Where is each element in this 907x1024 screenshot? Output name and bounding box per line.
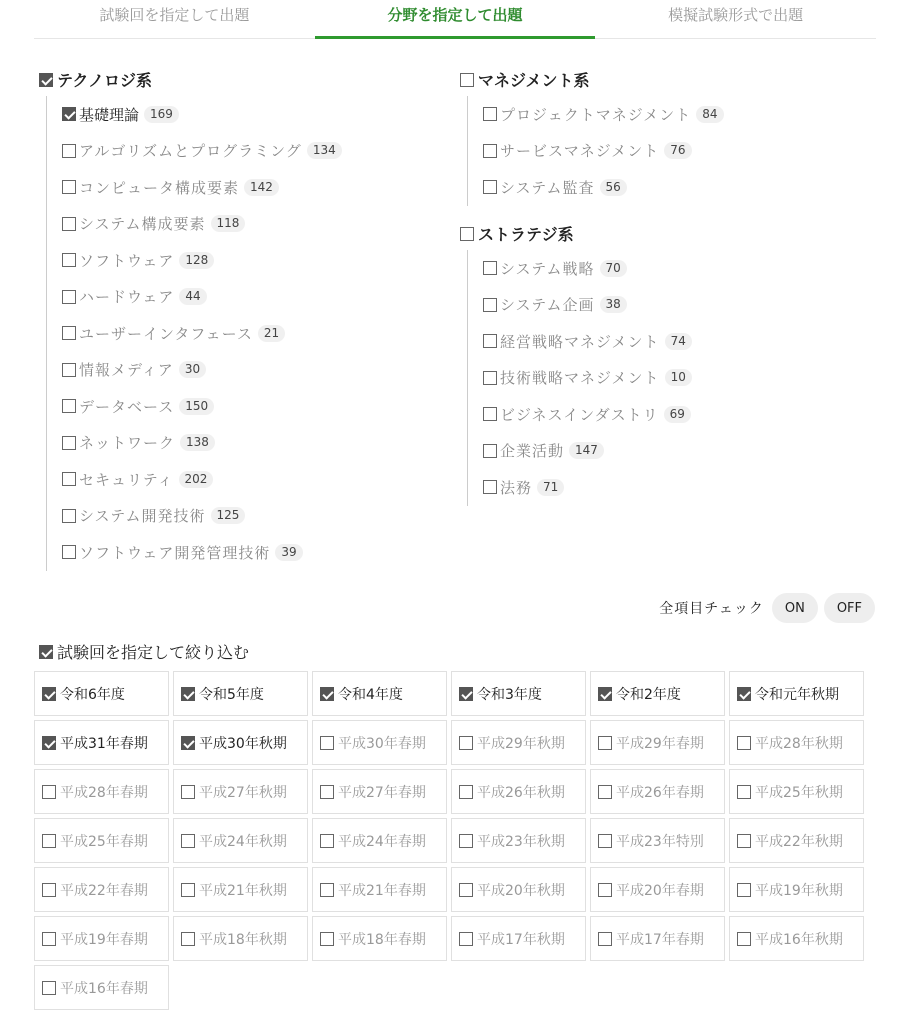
exam-option-label: 平成21年秋期 <box>199 882 287 899</box>
exam-option-label: 平成19年秋期 <box>755 882 843 899</box>
category-item-label: システム構成要素 <box>79 215 206 234</box>
question-count-badge: 74 <box>665 333 692 350</box>
exam-option-label: 平成29年春期 <box>616 735 704 752</box>
category-item-label: セキュリティ <box>79 470 174 489</box>
category-management[interactable] <box>460 68 590 91</box>
question-count-badge: 134 <box>307 142 342 159</box>
checkbox[interactable] <box>483 298 497 312</box>
exam-option-label: 平成20年秋期 <box>477 882 565 899</box>
checkbox[interactable] <box>320 785 334 799</box>
category-item-label: 情報メディア <box>79 361 174 380</box>
exam-option[interactable] <box>729 916 864 961</box>
checkbox[interactable] <box>181 932 195 946</box>
checkbox[interactable] <box>320 883 334 897</box>
exam-option[interactable] <box>173 769 308 814</box>
category-item[interactable] <box>47 242 342 279</box>
question-count-badge: 56 <box>600 179 627 196</box>
checkbox[interactable] <box>62 472 76 486</box>
category-item[interactable] <box>47 96 342 133</box>
question-count-badge: 76 <box>664 142 691 159</box>
category-item-label: ソフトウェア <box>79 251 175 270</box>
exam-option-label: 平成18年春期 <box>338 931 426 948</box>
checkbox[interactable] <box>737 785 751 799</box>
checkbox[interactable] <box>598 687 612 701</box>
exam-option-label: 平成29年秋期 <box>477 735 565 752</box>
exam-option[interactable] <box>312 818 447 863</box>
checkbox[interactable] <box>62 399 76 413</box>
category-strategy[interactable] <box>460 222 574 245</box>
checkbox[interactable] <box>483 371 497 385</box>
category-item-label: システム企画 <box>500 296 595 315</box>
tab-by-field[interactable]: 分野を指定して出題 <box>315 0 596 38</box>
checkbox[interactable] <box>320 736 334 750</box>
category-item-label: ソフトウェア開発管理技術 <box>79 543 271 562</box>
checkbox[interactable] <box>181 834 195 848</box>
question-count-badge: 69 <box>664 406 691 423</box>
checkbox[interactable] <box>62 217 76 231</box>
exam-option-label: 平成30年春期 <box>338 735 426 752</box>
category-item[interactable] <box>47 498 342 535</box>
category-item[interactable] <box>468 287 692 324</box>
checkbox[interactable] <box>737 736 751 750</box>
checkbox[interactable] <box>737 834 751 848</box>
category-item[interactable] <box>47 388 342 425</box>
checkbox[interactable] <box>483 334 497 348</box>
exam-option[interactable] <box>590 671 725 716</box>
checkbox[interactable] <box>320 834 334 848</box>
question-count-badge: 10 <box>665 369 692 386</box>
checkbox[interactable] <box>737 932 751 946</box>
exam-option-label: 平成24年秋期 <box>199 833 287 850</box>
exam-option-label: 平成27年春期 <box>338 784 426 801</box>
exam-option[interactable] <box>729 720 864 765</box>
all-check-controls <box>659 593 875 623</box>
exam-option-label: 平成16年秋期 <box>755 931 843 948</box>
exam-option[interactable] <box>590 867 725 912</box>
exam-option[interactable] <box>34 671 169 716</box>
exam-option[interactable] <box>173 867 308 912</box>
category-item[interactable] <box>468 323 692 360</box>
checkbox[interactable] <box>483 107 497 121</box>
category-item[interactable] <box>47 534 342 571</box>
checkbox[interactable] <box>181 785 195 799</box>
exam-option[interactable] <box>590 818 725 863</box>
filter-by-exam-label: 試験回を指定して絞り込む <box>57 643 250 662</box>
category-item-label: 経営戦略マネジメント <box>500 332 660 351</box>
exam-option[interactable] <box>312 720 447 765</box>
exam-option-label: 平成26年春期 <box>616 784 704 801</box>
exam-option[interactable] <box>451 818 586 863</box>
exam-option-label: 平成25年春期 <box>60 833 148 850</box>
checkbox[interactable] <box>62 253 76 267</box>
checkbox[interactable] <box>62 509 76 523</box>
category-item[interactable] <box>468 250 692 287</box>
checkbox[interactable] <box>42 736 56 750</box>
exam-option-label: 令和3年度 <box>477 686 542 703</box>
checkbox-filter-by-exam[interactable] <box>39 645 53 659</box>
checkbox[interactable] <box>42 785 56 799</box>
exam-option-label: 平成21年春期 <box>338 882 426 899</box>
exam-option[interactable] <box>451 720 586 765</box>
checkbox[interactable] <box>598 883 612 897</box>
category-item[interactable] <box>47 352 342 389</box>
exam-grid <box>34 671 864 1010</box>
checkbox[interactable] <box>320 687 334 701</box>
category-item-label: ビジネスインダストリ <box>500 405 659 424</box>
question-count-badge: 125 <box>211 507 246 524</box>
category-item-label: システム監査 <box>500 178 595 197</box>
checkbox[interactable] <box>181 883 195 897</box>
checkbox[interactable] <box>42 981 56 995</box>
category-item[interactable] <box>47 425 342 462</box>
question-count-badge: 70 <box>600 260 627 277</box>
checkbox[interactable] <box>483 180 497 194</box>
checkbox[interactable] <box>598 736 612 750</box>
exam-option-label: 平成16年春期 <box>60 980 148 997</box>
category-item-label: プロジェクトマネジメント <box>500 105 692 124</box>
category-item[interactable] <box>47 279 342 316</box>
checkbox[interactable] <box>62 107 76 121</box>
exam-option[interactable] <box>173 818 308 863</box>
checkbox[interactable] <box>62 436 76 450</box>
exam-option[interactable] <box>451 769 586 814</box>
category-item[interactable] <box>468 396 692 433</box>
category-item[interactable] <box>47 133 342 170</box>
exam-option[interactable] <box>729 769 864 814</box>
category-label: テクノロジ系 <box>57 71 153 90</box>
exam-option[interactable] <box>173 720 308 765</box>
all-check-on-button[interactable]: ON <box>772 593 818 623</box>
tab-mock-exam[interactable]: 模擬試験形式で出題 <box>668 6 804 24</box>
category-technology-list <box>46 96 342 571</box>
category-item-label: システム開発技術 <box>79 507 206 526</box>
question-count-badge: 142 <box>244 179 279 196</box>
checkbox[interactable] <box>181 736 195 750</box>
checkbox[interactable] <box>483 261 497 275</box>
exam-option[interactable] <box>312 916 447 961</box>
exam-option-label: 平成26年秋期 <box>477 784 565 801</box>
question-count-badge: 150 <box>179 398 214 415</box>
exam-option[interactable] <box>451 867 586 912</box>
question-count-badge: 71 <box>537 479 564 496</box>
question-count-badge: 128 <box>179 252 214 269</box>
exam-option[interactable] <box>34 720 169 765</box>
checkbox[interactable] <box>459 883 473 897</box>
exam-option[interactable] <box>34 818 169 863</box>
checkbox[interactable] <box>42 834 56 848</box>
category-item[interactable] <box>468 469 692 506</box>
checkbox[interactable] <box>598 834 612 848</box>
checkbox[interactable] <box>459 687 473 701</box>
exam-option-label: 平成24年春期 <box>338 833 426 850</box>
question-count-badge: 147 <box>569 442 604 459</box>
category-item-label: サービスマネジメント <box>500 142 660 161</box>
checkbox[interactable] <box>459 834 473 848</box>
exam-option[interactable] <box>312 769 447 814</box>
category-item[interactable] <box>468 360 692 397</box>
exam-option-label: 平成19年春期 <box>60 931 148 948</box>
checkbox[interactable] <box>42 687 56 701</box>
exam-option[interactable] <box>451 916 586 961</box>
exam-option[interactable] <box>729 867 864 912</box>
checkbox[interactable] <box>62 326 76 340</box>
checkbox[interactable] <box>737 883 751 897</box>
category-item[interactable] <box>47 461 342 498</box>
exam-option[interactable] <box>34 916 169 961</box>
question-count-badge: 84 <box>696 106 723 123</box>
checkbox[interactable] <box>483 480 497 494</box>
category-technology[interactable] <box>39 68 152 91</box>
exam-option-label: 平成25年秋期 <box>755 784 843 801</box>
checkbox[interactable] <box>62 144 76 158</box>
exam-option-label: 平成28年春期 <box>60 784 148 801</box>
checkbox-strategy[interactable] <box>460 227 474 241</box>
checkbox[interactable] <box>181 687 195 701</box>
exam-option[interactable] <box>173 916 308 961</box>
exam-option[interactable] <box>590 916 725 961</box>
question-count-badge: 169 <box>144 106 179 123</box>
checkbox[interactable] <box>737 687 751 701</box>
category-item-label: ネットワーク <box>79 434 176 453</box>
exam-option-label: 令和4年度 <box>338 686 403 703</box>
category-item-label: 技術戦略マネジメント <box>500 369 660 388</box>
all-check-label: 全項目チェック <box>659 601 764 617</box>
checkbox-technology[interactable] <box>39 73 53 87</box>
category-item-label: 基礎理論 <box>79 105 140 124</box>
checkbox[interactable] <box>62 363 76 377</box>
exam-option-label: 平成27年秋期 <box>199 784 287 801</box>
checkbox[interactable] <box>320 932 334 946</box>
category-item-label: ユーザーインタフェース <box>79 324 253 343</box>
exam-option[interactable] <box>34 867 169 912</box>
category-label: ストラテジ系 <box>478 225 574 244</box>
exam-option-label: 平成23年秋期 <box>477 833 565 850</box>
category-item-label: アルゴリズムとプログラミング <box>79 142 302 161</box>
exam-option[interactable] <box>34 965 169 1010</box>
question-count-badge: 118 <box>211 215 246 232</box>
tab-bar <box>34 0 876 39</box>
category-item[interactable] <box>468 96 724 133</box>
exam-option[interactable] <box>590 720 725 765</box>
filter-by-exam[interactable] <box>39 640 249 663</box>
checkbox[interactable] <box>62 545 76 559</box>
exam-option[interactable] <box>312 671 447 716</box>
checkbox[interactable] <box>459 736 473 750</box>
category-management-list <box>467 96 724 206</box>
question-count-badge: 44 <box>179 288 206 305</box>
exam-option-label: 平成30年秋期 <box>199 735 287 752</box>
exam-option-label: 平成17年秋期 <box>477 931 565 948</box>
category-item-label: データベース <box>79 397 175 416</box>
exam-option[interactable] <box>590 769 725 814</box>
checkbox[interactable] <box>62 180 76 194</box>
checkbox[interactable] <box>459 932 473 946</box>
all-check-off-button[interactable]: OFF <box>824 593 875 623</box>
question-count-badge: 30 <box>179 361 206 378</box>
category-item-label: コンピュータ構成要素 <box>79 178 240 197</box>
category-item[interactable] <box>468 133 724 170</box>
exam-option-label: 平成28年秋期 <box>755 735 843 752</box>
checkbox[interactable] <box>483 444 497 458</box>
category-item[interactable] <box>468 433 692 470</box>
checkbox[interactable] <box>42 883 56 897</box>
exam-option-label: 令和6年度 <box>60 686 125 703</box>
exam-option-label: 令和元年秋期 <box>755 686 839 703</box>
exam-option-label: 平成17年春期 <box>616 931 704 948</box>
category-item-label: ハードウェア <box>79 288 175 307</box>
exam-option-label: 平成31年春期 <box>60 735 148 752</box>
exam-option[interactable] <box>451 671 586 716</box>
category-item-label: 企業活動 <box>500 442 565 461</box>
tab-by-exam[interactable]: 試験回を指定して出題 <box>99 6 250 24</box>
question-count-badge: 202 <box>179 471 214 488</box>
exam-option-label: 平成23年特別 <box>616 833 704 850</box>
checkbox[interactable] <box>62 290 76 304</box>
exam-option[interactable] <box>729 671 864 716</box>
question-count-badge: 21 <box>258 325 285 342</box>
exam-option[interactable] <box>173 671 308 716</box>
category-item-label: 法務 <box>500 478 533 497</box>
category-label: マネジメント系 <box>478 71 590 90</box>
question-count-badge: 39 <box>275 544 302 561</box>
exam-option-label: 平成20年春期 <box>616 882 704 899</box>
category-strategy-list <box>467 250 692 506</box>
exam-option[interactable] <box>34 769 169 814</box>
category-item[interactable] <box>468 169 724 206</box>
question-count-badge: 38 <box>600 296 627 313</box>
checkbox-management[interactable] <box>460 73 474 87</box>
checkbox[interactable] <box>459 785 473 799</box>
checkbox[interactable] <box>598 932 612 946</box>
exam-option-label: 令和2年度 <box>616 686 681 703</box>
exam-option-label: 平成18年秋期 <box>199 931 287 948</box>
checkbox[interactable] <box>598 785 612 799</box>
question-count-badge: 138 <box>180 434 215 451</box>
category-item-label: システム戦略 <box>500 259 595 278</box>
exam-option-label: 令和5年度 <box>199 686 264 703</box>
category-item[interactable] <box>47 315 342 352</box>
exam-option-label: 平成22年春期 <box>60 882 148 899</box>
exam-option-label: 平成22年秋期 <box>755 833 843 850</box>
category-item[interactable] <box>47 206 342 243</box>
checkbox[interactable] <box>483 144 497 158</box>
exam-option[interactable] <box>729 818 864 863</box>
checkbox[interactable] <box>42 932 56 946</box>
category-item[interactable] <box>47 169 342 206</box>
exam-option[interactable] <box>312 867 447 912</box>
checkbox[interactable] <box>483 407 497 421</box>
